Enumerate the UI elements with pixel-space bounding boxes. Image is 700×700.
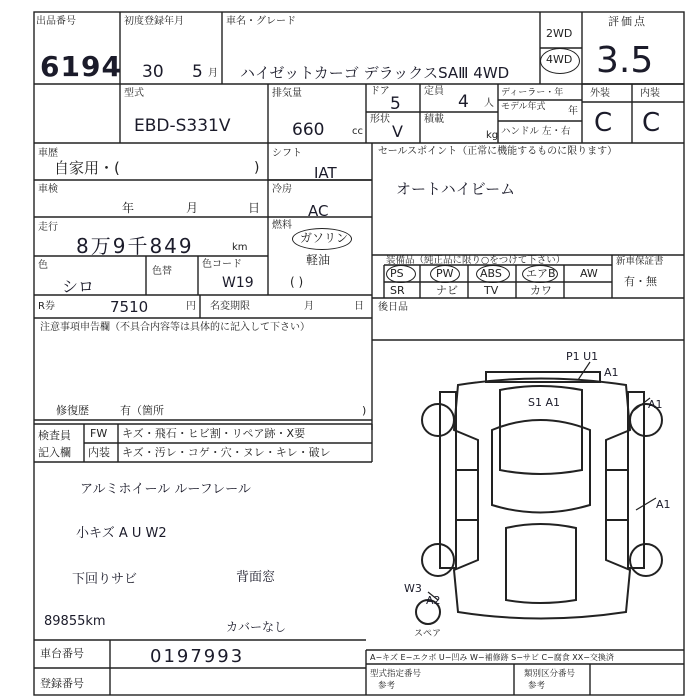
color-change-label: 色替	[152, 266, 172, 277]
equipment-label: 装備品（純正品に限り○をつけて下さい）	[386, 255, 566, 266]
history-value: 自家用・(	[54, 159, 120, 177]
note-line-2: 小キズ A U W2	[76, 526, 167, 541]
history-label: 車歴	[38, 148, 58, 159]
lot-label: 出品番号	[36, 16, 76, 27]
recycle-value: 7510	[110, 298, 149, 316]
color-code: W19	[222, 275, 254, 291]
notes-label: 注意事項申告欄（不具合内容等は具体的に記入して下さい）	[40, 322, 310, 333]
registration-year: 30	[142, 62, 164, 82]
fw-items: キズ・飛石・ヒビ割・リペア跡・X要	[122, 427, 306, 440]
shift-value: IAT	[314, 164, 337, 182]
equip-leather: カワ	[530, 284, 552, 297]
drive-2wd: 2WD	[546, 27, 573, 40]
name-change-month: 月	[304, 301, 314, 312]
inspection-label: 車検	[38, 184, 58, 195]
model-year-label: モデル年式	[501, 102, 546, 112]
inspector-label: 検査員	[38, 429, 71, 442]
mark-front-right: A1	[604, 366, 619, 379]
legend-ref-1: 参考	[378, 681, 396, 691]
fuel-label: 燃料	[272, 220, 292, 231]
recycle-unit: 円	[186, 301, 196, 312]
inspection-year: 年	[122, 201, 135, 215]
spare-label: スペア	[414, 629, 442, 639]
drive-4wd: 4WD	[546, 53, 573, 66]
history-close: )	[254, 160, 260, 176]
registration-month-unit: 月	[208, 68, 218, 79]
score-value: 3.5	[596, 40, 654, 81]
equip-pw: PW	[436, 267, 454, 280]
inspection-day: 日	[248, 201, 261, 215]
mark-front-top: P1 U1	[566, 350, 599, 363]
equip-ps: PS	[390, 267, 404, 280]
mark-right-side: A1	[656, 498, 671, 511]
displacement-unit: cc	[352, 126, 363, 137]
color-value: シロ	[62, 277, 95, 296]
body-value: V	[392, 122, 403, 141]
interior-grade: C	[642, 108, 661, 138]
doors-value: 5	[390, 94, 401, 114]
plate-label: 登録番号	[40, 677, 84, 690]
registration-label: 初度登録年月	[124, 16, 184, 27]
model-label: 型式	[124, 88, 144, 99]
seats-label: 定員	[424, 86, 444, 97]
car-name-label: 車名・グレード	[226, 16, 296, 27]
handle-label: ハンドル 左・右	[501, 126, 571, 137]
score-label: 評価点	[608, 15, 647, 28]
displacement-value: 660	[292, 120, 325, 140]
model-year-unit: 年	[568, 106, 578, 117]
equip-sr: SR	[390, 284, 405, 297]
equip-airbag: エアB	[526, 267, 556, 280]
rear-items-label: 後日品	[378, 302, 408, 313]
ac-value: AC	[308, 202, 329, 220]
sales-point-label: セールスポイント（正常に機能するものに限ります）	[378, 146, 618, 157]
fuel-other: ( )	[290, 275, 304, 289]
equip-navi: ナビ	[436, 284, 458, 297]
chassis-label: 車台番号	[40, 647, 84, 660]
chassis-value: 0197993	[150, 646, 245, 667]
color-label: 色	[38, 260, 48, 271]
repair-close: )	[362, 404, 367, 417]
fuel-value: ガソリン	[300, 231, 349, 245]
car-name: ハイゼットカーゴ デラックスSAⅢ 4WD	[240, 64, 510, 82]
legend-text: A−キズ E−エクボ U−凹み W−補修跡 S−サビ C−腐食 XX−交換済	[370, 653, 614, 662]
shift-label: シフト	[272, 148, 302, 159]
seats-unit: 人	[484, 98, 494, 109]
registration-month: 5	[192, 62, 203, 82]
entry-label: 記入欄	[38, 446, 71, 459]
sales-point-value: オートハイビーム	[396, 180, 516, 198]
dealer-label: ディーラー・年	[501, 88, 564, 98]
equip-pw-circle	[430, 265, 460, 283]
warranty-values: 有・無	[624, 275, 657, 288]
seats-value: 4	[458, 92, 469, 112]
exterior-grade: C	[594, 108, 613, 138]
load-unit: kg	[486, 130, 499, 141]
ac-label: 冷房	[272, 184, 292, 195]
note-line-6: カバーなし	[226, 620, 287, 634]
exterior-label: 外装	[590, 88, 610, 99]
displacement-label: 排気量	[272, 88, 302, 99]
fw-label: FW	[90, 427, 108, 440]
lot-number: 6194	[40, 50, 122, 83]
mark-right-fender: A1	[648, 398, 663, 411]
note-line-4: 背面窓	[236, 570, 276, 585]
equip-airbag-circle	[522, 265, 558, 283]
equip-tv: TV	[484, 284, 499, 297]
load-label: 積載	[424, 114, 444, 125]
mark-spare: A2	[426, 594, 441, 607]
name-change-label: 名変期限	[210, 301, 250, 312]
color-code-label: 色コード	[202, 259, 242, 270]
mark-roof: S1 A1	[528, 396, 561, 409]
mark-rear-left: W3	[404, 582, 422, 595]
interior-row-label: 内装	[88, 446, 110, 459]
model-code: EBD-S331V	[134, 116, 231, 136]
note-line-5: 89855km	[44, 614, 106, 629]
note-line-1: アルミホイール ルーフレール	[80, 482, 251, 497]
interior-label: 内装	[640, 88, 660, 99]
repair-label: 修復歴	[56, 404, 89, 417]
legend-category-number: 類別区分番号	[524, 669, 576, 679]
mileage-label: 走行	[38, 222, 58, 233]
interior-items: キズ・汚レ・コゲ・穴・ヌレ・キレ・破レ	[122, 446, 331, 459]
name-change-day: 日	[354, 301, 364, 312]
repair-value: 有（箇所	[120, 404, 164, 417]
mileage-value: 8万9千849	[76, 234, 194, 258]
legend-model-number: 型式指定番号	[370, 669, 422, 679]
warranty-label: 新車保証書	[616, 256, 664, 267]
body-label: 形状	[370, 114, 390, 125]
note-line-3: 下回りサビ	[72, 572, 138, 587]
equip-ps-circle	[386, 265, 416, 283]
fuel-diesel: 軽油	[306, 253, 331, 267]
inspection-month: 月	[186, 201, 199, 215]
legend-ref-2: 参考	[528, 681, 546, 691]
equip-aw: AW	[580, 267, 598, 280]
doors-label: ドア	[370, 86, 390, 97]
mileage-unit: km	[232, 242, 248, 253]
equip-abs-circle	[476, 265, 510, 283]
equip-abs: ABS	[480, 267, 502, 280]
recycle-label: R券	[38, 301, 55, 312]
